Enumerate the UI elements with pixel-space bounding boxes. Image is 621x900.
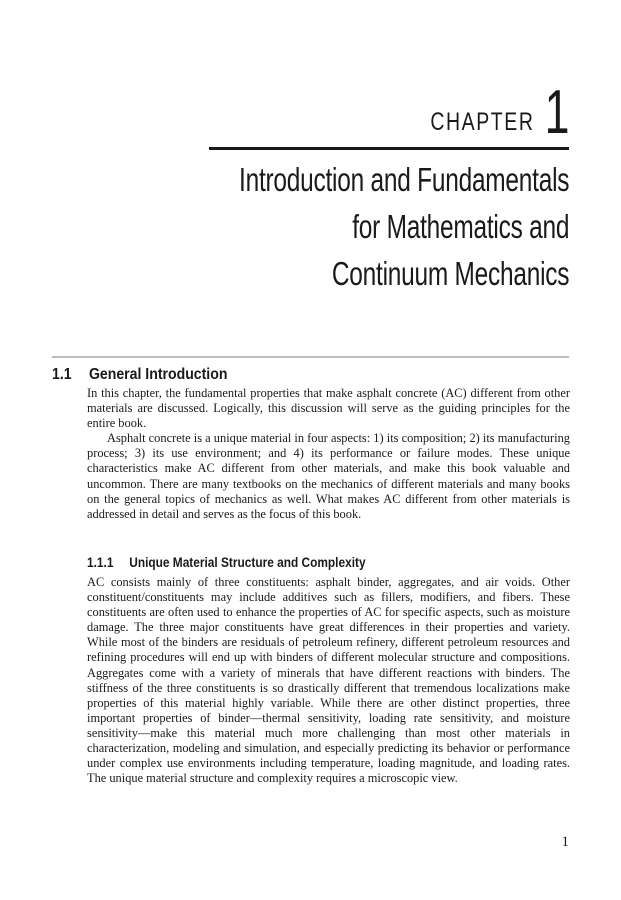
paragraph: In this chapter, the fundamental properties that make asphalt concrete (AC) different from other materials are discussed. Logically, this discussion will serve as the guiding principles for the entire book. <box>87 386 570 431</box>
subsection-title: Unique Material Structure and Complexity <box>129 555 366 570</box>
section-divider <box>52 356 569 358</box>
subsection-heading <box>87 555 366 570</box>
section-number: 1.1 <box>52 366 72 383</box>
chapter-title-line: Continuum Mechanics <box>331 255 569 292</box>
page-number: 1 <box>561 834 569 850</box>
subsection-number: 1.1.1 <box>87 555 114 570</box>
section-body <box>87 386 570 522</box>
section-heading <box>52 366 227 384</box>
chapter-label <box>401 78 569 147</box>
chapter-title-line: Introduction and Fundamentals <box>238 161 569 198</box>
section-title: General Introduction <box>88 366 228 383</box>
paragraph: AC consists mainly of three constituents: asphalt binder, aggregates, and air voids. Other constituent/constituents may include additives such as fillers, modifiers, and fibers. These constituents are often used to enhance the properties of AC for specific aspects, such as moisture damage. The three major constituents have great differences in their properties and variety. While most of the binders are residuals of petroleum refinery, different petroleum resources and refining procedures will end up with binders of different molecular structure and compositions. Aggregates come with a variety of minerals that have different reactions with binders. The stiffness of the three constituents is so drastically different that tremendous localizations make properties of this material highly variable. While there are other distinct properties, three important properties of binder—thermal sensitivity, loading rate sensitivity, and moisture sensitivity—make this material much more challenging than most other materials in characterization, modeling and simulation, and especially predicting its behavior or performance under complex use environments including temperature, loading magnitude, and loading rates. The unique material structure and complexity requires a microscopic view. <box>87 575 570 786</box>
chapter-title <box>123 156 569 297</box>
chapter-rule <box>209 147 569 150</box>
chapter-word: CHAPTER <box>430 107 535 136</box>
chapter-title-line: for Mathematics and <box>351 208 569 245</box>
chapter-number: 1 <box>544 78 569 147</box>
paragraph: Asphalt concrete is a unique material in four aspects: 1) its composition; 2) its manufacturing process; 3) its use environment; and 4) its performance or failure modes. These unique characteristics make AC different from other materials, and make this book valuable and uncommon. There are many textbooks on the mechanics of different materials and many books on the general topics of mechanics as well. What makes AC different from other materials is addressed in detail and serves as the focus of this book. <box>87 431 570 521</box>
subsection-body <box>87 575 570 786</box>
